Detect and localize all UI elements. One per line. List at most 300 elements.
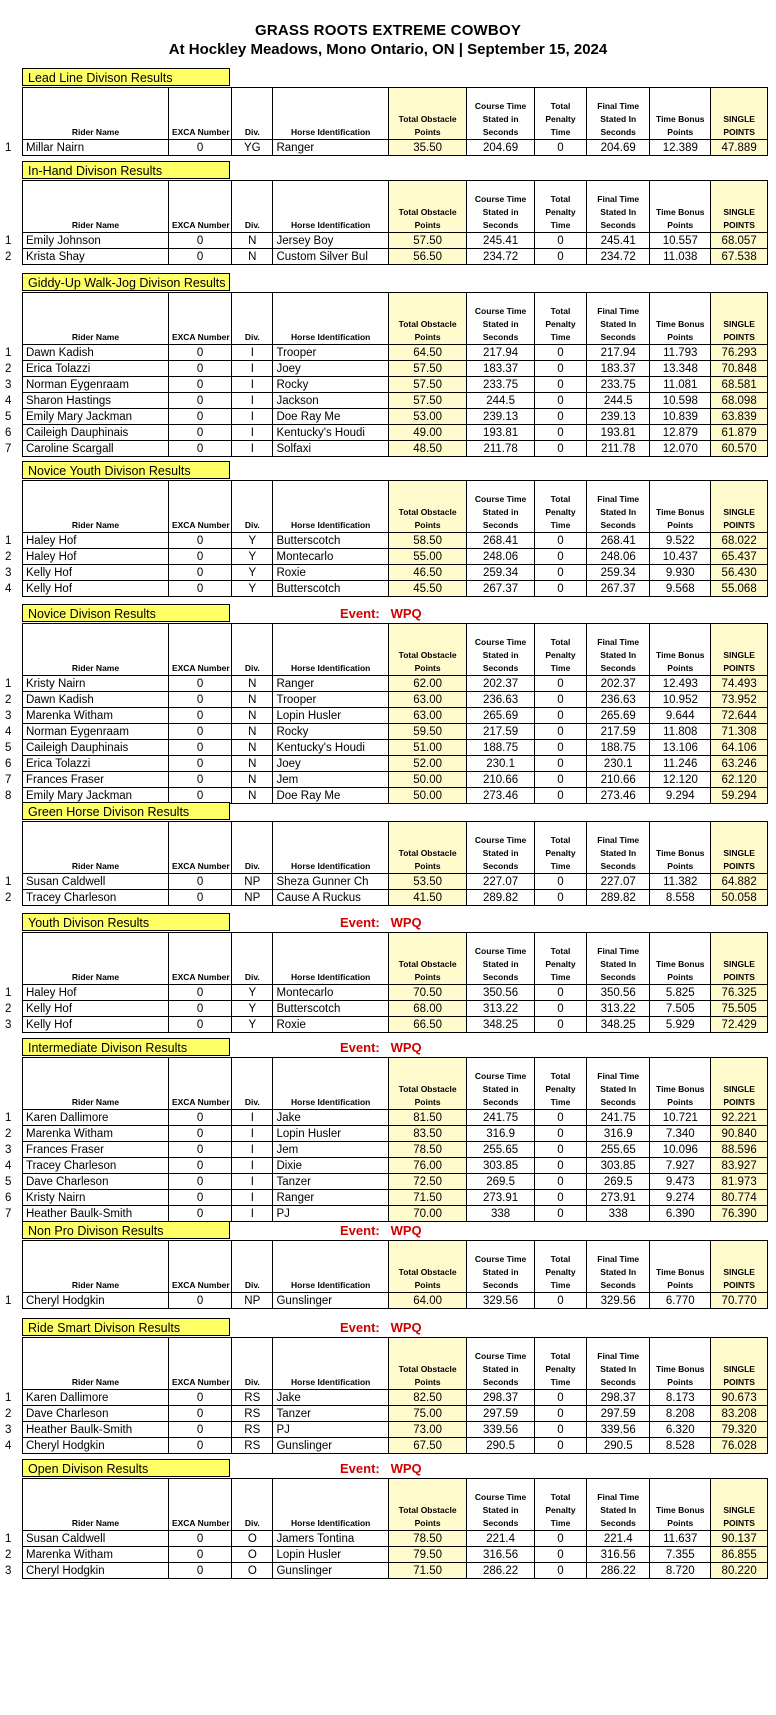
- cell-horse-id: Gunslinger: [273, 1438, 388, 1454]
- column-header-course-time: Course Time Stated in Seconds: [467, 933, 535, 985]
- cell-division: I: [232, 1110, 273, 1126]
- cell-course-time: 236.63: [467, 692, 535, 708]
- rank-number: 3: [5, 1144, 12, 1156]
- cell-division: I: [232, 393, 273, 409]
- cell-obstacle-points: 56.50: [388, 249, 466, 265]
- cell-obstacle-points: 57.50: [388, 361, 466, 377]
- cell-rider-name: Norman Eygenraam: [23, 377, 169, 393]
- cell-rider-name: Marenka Witham: [23, 1547, 169, 1563]
- cell-penalty-time: 0: [534, 874, 586, 890]
- cell-exca-number: 0: [168, 1547, 231, 1563]
- column-header-single-points: SINGLE POINTS: [711, 822, 768, 874]
- cell-single-points: 67.538: [711, 249, 768, 265]
- cell-time-bonus: 8.720: [650, 1563, 711, 1579]
- cell-course-time: 273.91: [467, 1190, 535, 1206]
- column-header-final-time: Final Time Stated In Seconds: [587, 1338, 650, 1390]
- cell-single-points: 71.308: [711, 724, 768, 740]
- cell-rider-name: Cheryl Hodgkin: [23, 1438, 169, 1454]
- column-header-final-time: Final Time Stated In Seconds: [587, 624, 650, 676]
- cell-time-bonus: 11.038: [650, 249, 711, 265]
- table-row: [23, 441, 768, 457]
- cell-final-time: 204.69: [587, 140, 650, 156]
- column-header-obstacle-points: Total Obstacle Points: [388, 181, 466, 233]
- cell-exca-number: 0: [168, 692, 231, 708]
- column-header-single-points: SINGLE POINTS: [711, 181, 768, 233]
- results-table: [22, 87, 768, 156]
- cell-single-points: 81.973: [711, 1174, 768, 1190]
- cell-final-time: 273.91: [587, 1190, 650, 1206]
- cell-exca-number: 0: [168, 1422, 231, 1438]
- cell-horse-id: Dixie: [273, 1158, 388, 1174]
- cell-rider-name: Karen Dallimore: [23, 1390, 169, 1406]
- column-header-horse-id: Horse Identification: [273, 1338, 388, 1390]
- column-header-course-time: Course Time Stated in Seconds: [467, 624, 535, 676]
- cell-course-time: 193.81: [467, 425, 535, 441]
- cell-single-points: 72.429: [711, 1017, 768, 1033]
- cell-final-time: 217.59: [587, 724, 650, 740]
- cell-course-time: 316.9: [467, 1126, 535, 1142]
- cell-rider-name: Erica Tolazzi: [23, 756, 169, 772]
- column-header-time-bonus: Time Bonus Points: [650, 181, 711, 233]
- cell-division: Y: [232, 1017, 273, 1033]
- cell-division: N: [232, 249, 273, 265]
- cell-final-time: 188.75: [587, 740, 650, 756]
- table-row: [23, 345, 768, 361]
- cell-time-bonus: 7.355: [650, 1547, 711, 1563]
- column-header-single-points: SINGLE POINTS: [711, 293, 768, 345]
- cell-penalty-time: 0: [534, 1547, 586, 1563]
- cell-exca-number: 0: [168, 1110, 231, 1126]
- rank-number: 2: [5, 1128, 12, 1140]
- column-header-exca-number: EXCA Number: [168, 933, 231, 985]
- cell-exca-number: 0: [168, 549, 231, 565]
- column-header-obstacle-points: Total Obstacle Points: [388, 293, 466, 345]
- cell-exca-number: 0: [168, 1174, 231, 1190]
- cell-exca-number: 0: [168, 1563, 231, 1579]
- results-table: [22, 480, 768, 597]
- rank-number: 7: [5, 1208, 12, 1220]
- cell-course-time: 211.78: [467, 441, 535, 457]
- cell-rider-name: Kristy Nairn: [23, 676, 169, 692]
- column-header-exca-number: EXCA Number: [168, 1241, 231, 1293]
- cell-rider-name: Emily Johnson: [23, 233, 169, 249]
- column-header-division: Div.: [232, 181, 273, 233]
- column-header-final-time: Final Time Stated In Seconds: [587, 1479, 650, 1531]
- column-header-final-time: Final Time Stated In Seconds: [587, 1058, 650, 1110]
- cell-time-bonus: 9.522: [650, 533, 711, 549]
- cell-single-points: 90.840: [711, 1126, 768, 1142]
- table-row: [23, 724, 768, 740]
- cell-penalty-time: 0: [534, 788, 586, 804]
- table-row: [23, 1017, 768, 1033]
- cell-rider-name: Emily Mary Jackman: [23, 409, 169, 425]
- column-header-rider-name: Rider Name: [23, 181, 169, 233]
- cell-penalty-time: 0: [534, 1293, 586, 1309]
- column-header-horse-id: Horse Identification: [273, 481, 388, 533]
- rank-number: 1: [5, 1295, 12, 1307]
- cell-horse-id: Joey: [273, 361, 388, 377]
- cell-rider-name: Kelly Hof: [23, 1001, 169, 1017]
- cell-final-time: 230.1: [587, 756, 650, 772]
- cell-single-points: 83.927: [711, 1158, 768, 1174]
- column-header-course-time: Course Time Stated in Seconds: [467, 1479, 535, 1531]
- results-table: [22, 1057, 768, 1222]
- cell-final-time: 244.5: [587, 393, 650, 409]
- division-title: Youth Divison Results: [22, 913, 230, 931]
- cell-exca-number: 0: [168, 393, 231, 409]
- table-row: [23, 1390, 768, 1406]
- cell-course-time: 316.56: [467, 1547, 535, 1563]
- column-header-horse-id: Horse Identification: [273, 1241, 388, 1293]
- cell-final-time: 210.66: [587, 772, 650, 788]
- cell-time-bonus: 11.808: [650, 724, 711, 740]
- cell-penalty-time: 0: [534, 692, 586, 708]
- cell-obstacle-points: 64.00: [388, 1293, 466, 1309]
- cell-exca-number: 0: [168, 676, 231, 692]
- cell-course-time: 273.46: [467, 788, 535, 804]
- cell-horse-id: Gunslinger: [273, 1293, 388, 1309]
- cell-final-time: 248.06: [587, 549, 650, 565]
- cell-division: N: [232, 692, 273, 708]
- division-title: Novice Youth Divison Results: [22, 461, 230, 479]
- cell-exca-number: 0: [168, 708, 231, 724]
- column-header-single-points: SINGLE POINTS: [711, 1058, 768, 1110]
- cell-penalty-time: 0: [534, 1001, 586, 1017]
- cell-single-points: 72.644: [711, 708, 768, 724]
- cell-division: NP: [232, 1293, 273, 1309]
- cell-obstacle-points: 78.50: [388, 1142, 466, 1158]
- cell-obstacle-points: 81.50: [388, 1110, 466, 1126]
- cell-division: I: [232, 409, 273, 425]
- column-header-penalty-time: Total Penalty Time: [534, 1058, 586, 1110]
- cell-final-time: 313.22: [587, 1001, 650, 1017]
- table-row: [23, 1174, 768, 1190]
- rank-number: 2: [5, 551, 12, 563]
- results-table: [22, 180, 768, 265]
- rank-number: 2: [5, 1408, 12, 1420]
- cell-horse-id: Jackson: [273, 393, 388, 409]
- table-row: [23, 1293, 768, 1309]
- cell-rider-name: Dawn Kadish: [23, 345, 169, 361]
- cell-exca-number: 0: [168, 788, 231, 804]
- column-header-penalty-time: Total Penalty Time: [534, 1338, 586, 1390]
- cell-obstacle-points: 48.50: [388, 441, 466, 457]
- column-header-horse-id: Horse Identification: [273, 88, 388, 140]
- table-row: [23, 249, 768, 265]
- cell-course-time: 350.56: [467, 985, 535, 1001]
- cell-rider-name: Emily Mary Jackman: [23, 788, 169, 804]
- cell-obstacle-points: 78.50: [388, 1531, 466, 1547]
- cell-penalty-time: 0: [534, 1422, 586, 1438]
- column-header-final-time: Final Time Stated In Seconds: [587, 481, 650, 533]
- cell-obstacle-points: 70.50: [388, 985, 466, 1001]
- cell-division: Y: [232, 1001, 273, 1017]
- cell-rider-name: Erica Tolazzi: [23, 361, 169, 377]
- cell-time-bonus: 13.348: [650, 361, 711, 377]
- cell-course-time: 217.94: [467, 345, 535, 361]
- column-header-single-points: SINGLE POINTS: [711, 481, 768, 533]
- column-header-final-time: Final Time Stated In Seconds: [587, 822, 650, 874]
- cell-horse-id: Doe Ray Me: [273, 788, 388, 804]
- division-title: Lead Line Divison Results: [22, 68, 230, 86]
- results-table: [22, 623, 768, 804]
- table-row: [23, 1190, 768, 1206]
- cell-exca-number: 0: [168, 441, 231, 457]
- rank-number: 6: [5, 1192, 12, 1204]
- rank-number: 1: [5, 235, 12, 247]
- cell-course-time: 329.56: [467, 1293, 535, 1309]
- cell-single-points: 64.882: [711, 874, 768, 890]
- cell-final-time: 316.9: [587, 1126, 650, 1142]
- column-header-final-time: Final Time Stated In Seconds: [587, 88, 650, 140]
- cell-exca-number: 0: [168, 581, 231, 597]
- cell-final-time: 350.56: [587, 985, 650, 1001]
- cell-penalty-time: 0: [534, 1174, 586, 1190]
- cell-horse-id: Butterscotch: [273, 533, 388, 549]
- table-row: [23, 1110, 768, 1126]
- column-header-course-time: Course Time Stated in Seconds: [467, 181, 535, 233]
- cell-single-points: 75.505: [711, 1001, 768, 1017]
- cell-final-time: 338: [587, 1206, 650, 1222]
- table-row: [23, 692, 768, 708]
- column-header-exca-number: EXCA Number: [168, 624, 231, 676]
- column-header-horse-id: Horse Identification: [273, 624, 388, 676]
- cell-time-bonus: 12.493: [650, 676, 711, 692]
- cell-horse-id: PJ: [273, 1206, 388, 1222]
- cell-time-bonus: 9.568: [650, 581, 711, 597]
- cell-penalty-time: 0: [534, 581, 586, 597]
- cell-course-time: 286.22: [467, 1563, 535, 1579]
- cell-final-time: 259.34: [587, 565, 650, 581]
- cell-division: Y: [232, 533, 273, 549]
- cell-time-bonus: 8.528: [650, 1438, 711, 1454]
- cell-final-time: 233.75: [587, 377, 650, 393]
- cell-division: N: [232, 724, 273, 740]
- column-header-division: Div.: [232, 822, 273, 874]
- rank-number: 4: [5, 583, 12, 595]
- cell-time-bonus: 6.320: [650, 1422, 711, 1438]
- cell-division: N: [232, 676, 273, 692]
- cell-exca-number: 0: [168, 1001, 231, 1017]
- cell-penalty-time: 0: [534, 345, 586, 361]
- cell-time-bonus: 6.770: [650, 1293, 711, 1309]
- cell-exca-number: 0: [168, 1390, 231, 1406]
- page-title: GRASS ROOTS EXTREME COWBOY: [254, 22, 522, 39]
- cell-exca-number: 0: [168, 140, 231, 156]
- cell-single-points: 73.952: [711, 692, 768, 708]
- rank-number: 2: [5, 694, 12, 706]
- cell-penalty-time: 0: [534, 1190, 586, 1206]
- cell-final-time: 316.56: [587, 1547, 650, 1563]
- division-title: Green Horse Divison Results: [22, 802, 230, 820]
- cell-final-time: 245.41: [587, 233, 650, 249]
- cell-single-points: 50.058: [711, 890, 768, 906]
- column-header-course-time: Course Time Stated in Seconds: [467, 1338, 535, 1390]
- cell-course-time: 202.37: [467, 676, 535, 692]
- column-header-exca-number: EXCA Number: [168, 181, 231, 233]
- table-row: [23, 1438, 768, 1454]
- cell-time-bonus: 11.246: [650, 756, 711, 772]
- cell-horse-id: Jem: [273, 1142, 388, 1158]
- cell-single-points: 86.855: [711, 1547, 768, 1563]
- cell-division: I: [232, 377, 273, 393]
- cell-single-points: 76.390: [711, 1206, 768, 1222]
- cell-horse-id: Ranger: [273, 676, 388, 692]
- cell-rider-name: Caroline Scargall: [23, 441, 169, 457]
- rank-number: 2: [5, 251, 12, 263]
- cell-single-points: 62.120: [711, 772, 768, 788]
- cell-rider-name: Frances Fraser: [23, 1142, 169, 1158]
- cell-division: NP: [232, 874, 273, 890]
- cell-horse-id: Jake: [273, 1390, 388, 1406]
- cell-penalty-time: 0: [534, 140, 586, 156]
- cell-single-points: 83.208: [711, 1406, 768, 1422]
- table-row: [23, 549, 768, 565]
- table-row: [23, 409, 768, 425]
- cell-division: N: [232, 772, 273, 788]
- column-header-single-points: SINGLE POINTS: [711, 88, 768, 140]
- cell-time-bonus: 5.825: [650, 985, 711, 1001]
- cell-single-points: 65.437: [711, 549, 768, 565]
- cell-time-bonus: 10.437: [650, 549, 711, 565]
- cell-penalty-time: 0: [534, 1531, 586, 1547]
- cell-obstacle-points: 58.50: [388, 533, 466, 549]
- table-row: [23, 1158, 768, 1174]
- cell-division: I: [232, 1206, 273, 1222]
- rank-number: 5: [5, 411, 12, 423]
- rank-number: 1: [5, 876, 12, 888]
- cell-single-points: 61.879: [711, 425, 768, 441]
- cell-rider-name: Krista Shay: [23, 249, 169, 265]
- column-header-obstacle-points: Total Obstacle Points: [388, 822, 466, 874]
- cell-horse-id: Roxie: [273, 1017, 388, 1033]
- cell-obstacle-points: 75.00: [388, 1406, 466, 1422]
- cell-rider-name: Kelly Hof: [23, 565, 169, 581]
- table-row: [23, 1206, 768, 1222]
- cell-horse-id: Cause A Ruckus: [273, 890, 388, 906]
- cell-rider-name: Dave Charleson: [23, 1406, 169, 1422]
- cell-penalty-time: 0: [534, 1126, 586, 1142]
- cell-horse-id: Joey: [273, 756, 388, 772]
- table-row: [23, 377, 768, 393]
- cell-rider-name: Millar Nairn: [23, 140, 169, 156]
- cell-exca-number: 0: [168, 1142, 231, 1158]
- column-header-rider-name: Rider Name: [23, 933, 169, 985]
- rank-number: 3: [5, 1019, 12, 1031]
- cell-horse-id: Jake: [273, 1110, 388, 1126]
- cell-final-time: 289.82: [587, 890, 650, 906]
- cell-horse-id: Kentucky's Houdi: [273, 425, 388, 441]
- cell-obstacle-points: 57.50: [388, 393, 466, 409]
- cell-single-points: 64.106: [711, 740, 768, 756]
- cell-exca-number: 0: [168, 249, 231, 265]
- cell-course-time: 255.65: [467, 1142, 535, 1158]
- cell-time-bonus: 9.274: [650, 1190, 711, 1206]
- table-row: [23, 581, 768, 597]
- cell-obstacle-points: 71.50: [388, 1563, 466, 1579]
- table-row: [23, 708, 768, 724]
- cell-horse-id: Lopin Husler: [273, 1547, 388, 1563]
- table-row: [23, 361, 768, 377]
- cell-horse-id: Kentucky's Houdi: [273, 740, 388, 756]
- column-header-time-bonus: Time Bonus Points: [650, 933, 711, 985]
- cell-rider-name: Susan Caldwell: [23, 1531, 169, 1547]
- results-table: [22, 1337, 768, 1454]
- cell-final-time: 303.85: [587, 1158, 650, 1174]
- cell-course-time: 230.1: [467, 756, 535, 772]
- cell-division: NP: [232, 890, 273, 906]
- column-header-penalty-time: Total Penalty Time: [534, 293, 586, 345]
- cell-course-time: 248.06: [467, 549, 535, 565]
- rank-number: 2: [5, 1003, 12, 1015]
- cell-course-time: 303.85: [467, 1158, 535, 1174]
- cell-division: N: [232, 788, 273, 804]
- rank-number: 5: [5, 742, 12, 754]
- rank-number: 1: [5, 1533, 12, 1545]
- cell-final-time: 269.5: [587, 1174, 650, 1190]
- cell-rider-name: Dawn Kadish: [23, 692, 169, 708]
- cell-course-time: 221.4: [467, 1531, 535, 1547]
- cell-course-time: 241.75: [467, 1110, 535, 1126]
- cell-rider-name: Sharon Hastings: [23, 393, 169, 409]
- cell-division: RS: [232, 1422, 273, 1438]
- cell-final-time: 236.63: [587, 692, 650, 708]
- cell-obstacle-points: 68.00: [388, 1001, 466, 1017]
- column-header-exca-number: EXCA Number: [168, 293, 231, 345]
- cell-time-bonus: 7.927: [650, 1158, 711, 1174]
- column-header-division: Div.: [232, 293, 273, 345]
- cell-course-time: 183.37: [467, 361, 535, 377]
- column-header-time-bonus: Time Bonus Points: [650, 624, 711, 676]
- cell-single-points: 76.028: [711, 1438, 768, 1454]
- column-header-course-time: Course Time Stated in Seconds: [467, 481, 535, 533]
- cell-rider-name: Karen Dallimore: [23, 1110, 169, 1126]
- column-header-rider-name: Rider Name: [23, 293, 169, 345]
- cell-time-bonus: 9.294: [650, 788, 711, 804]
- results-table: [22, 292, 768, 457]
- column-header-rider-name: Rider Name: [23, 88, 169, 140]
- cell-exca-number: 0: [168, 361, 231, 377]
- cell-horse-id: Rocky: [273, 377, 388, 393]
- cell-obstacle-points: 53.00: [388, 409, 466, 425]
- cell-single-points: 59.294: [711, 788, 768, 804]
- cell-time-bonus: 7.505: [650, 1001, 711, 1017]
- cell-final-time: 286.22: [587, 1563, 650, 1579]
- column-header-single-points: SINGLE POINTS: [711, 933, 768, 985]
- cell-single-points: 76.293: [711, 345, 768, 361]
- cell-single-points: 88.596: [711, 1142, 768, 1158]
- cell-course-time: 204.69: [467, 140, 535, 156]
- cell-single-points: 68.098: [711, 393, 768, 409]
- cell-single-points: 55.068: [711, 581, 768, 597]
- cell-penalty-time: 0: [534, 361, 586, 377]
- cell-final-time: 202.37: [587, 676, 650, 692]
- cell-time-bonus: 13.106: [650, 740, 711, 756]
- table-row: [23, 676, 768, 692]
- cell-division: Y: [232, 549, 273, 565]
- cell-horse-id: Lopin Husler: [273, 1126, 388, 1142]
- table-row: [23, 1563, 768, 1579]
- cell-exca-number: 0: [168, 874, 231, 890]
- cell-time-bonus: 9.644: [650, 708, 711, 724]
- cell-single-points: 47.889: [711, 140, 768, 156]
- cell-division: N: [232, 233, 273, 249]
- cell-rider-name: Caileigh Dauphinais: [23, 425, 169, 441]
- cell-horse-id: Jersey Boy: [273, 233, 388, 249]
- cell-obstacle-points: 51.00: [388, 740, 466, 756]
- cell-exca-number: 0: [168, 233, 231, 249]
- cell-course-time: 298.37: [467, 1390, 535, 1406]
